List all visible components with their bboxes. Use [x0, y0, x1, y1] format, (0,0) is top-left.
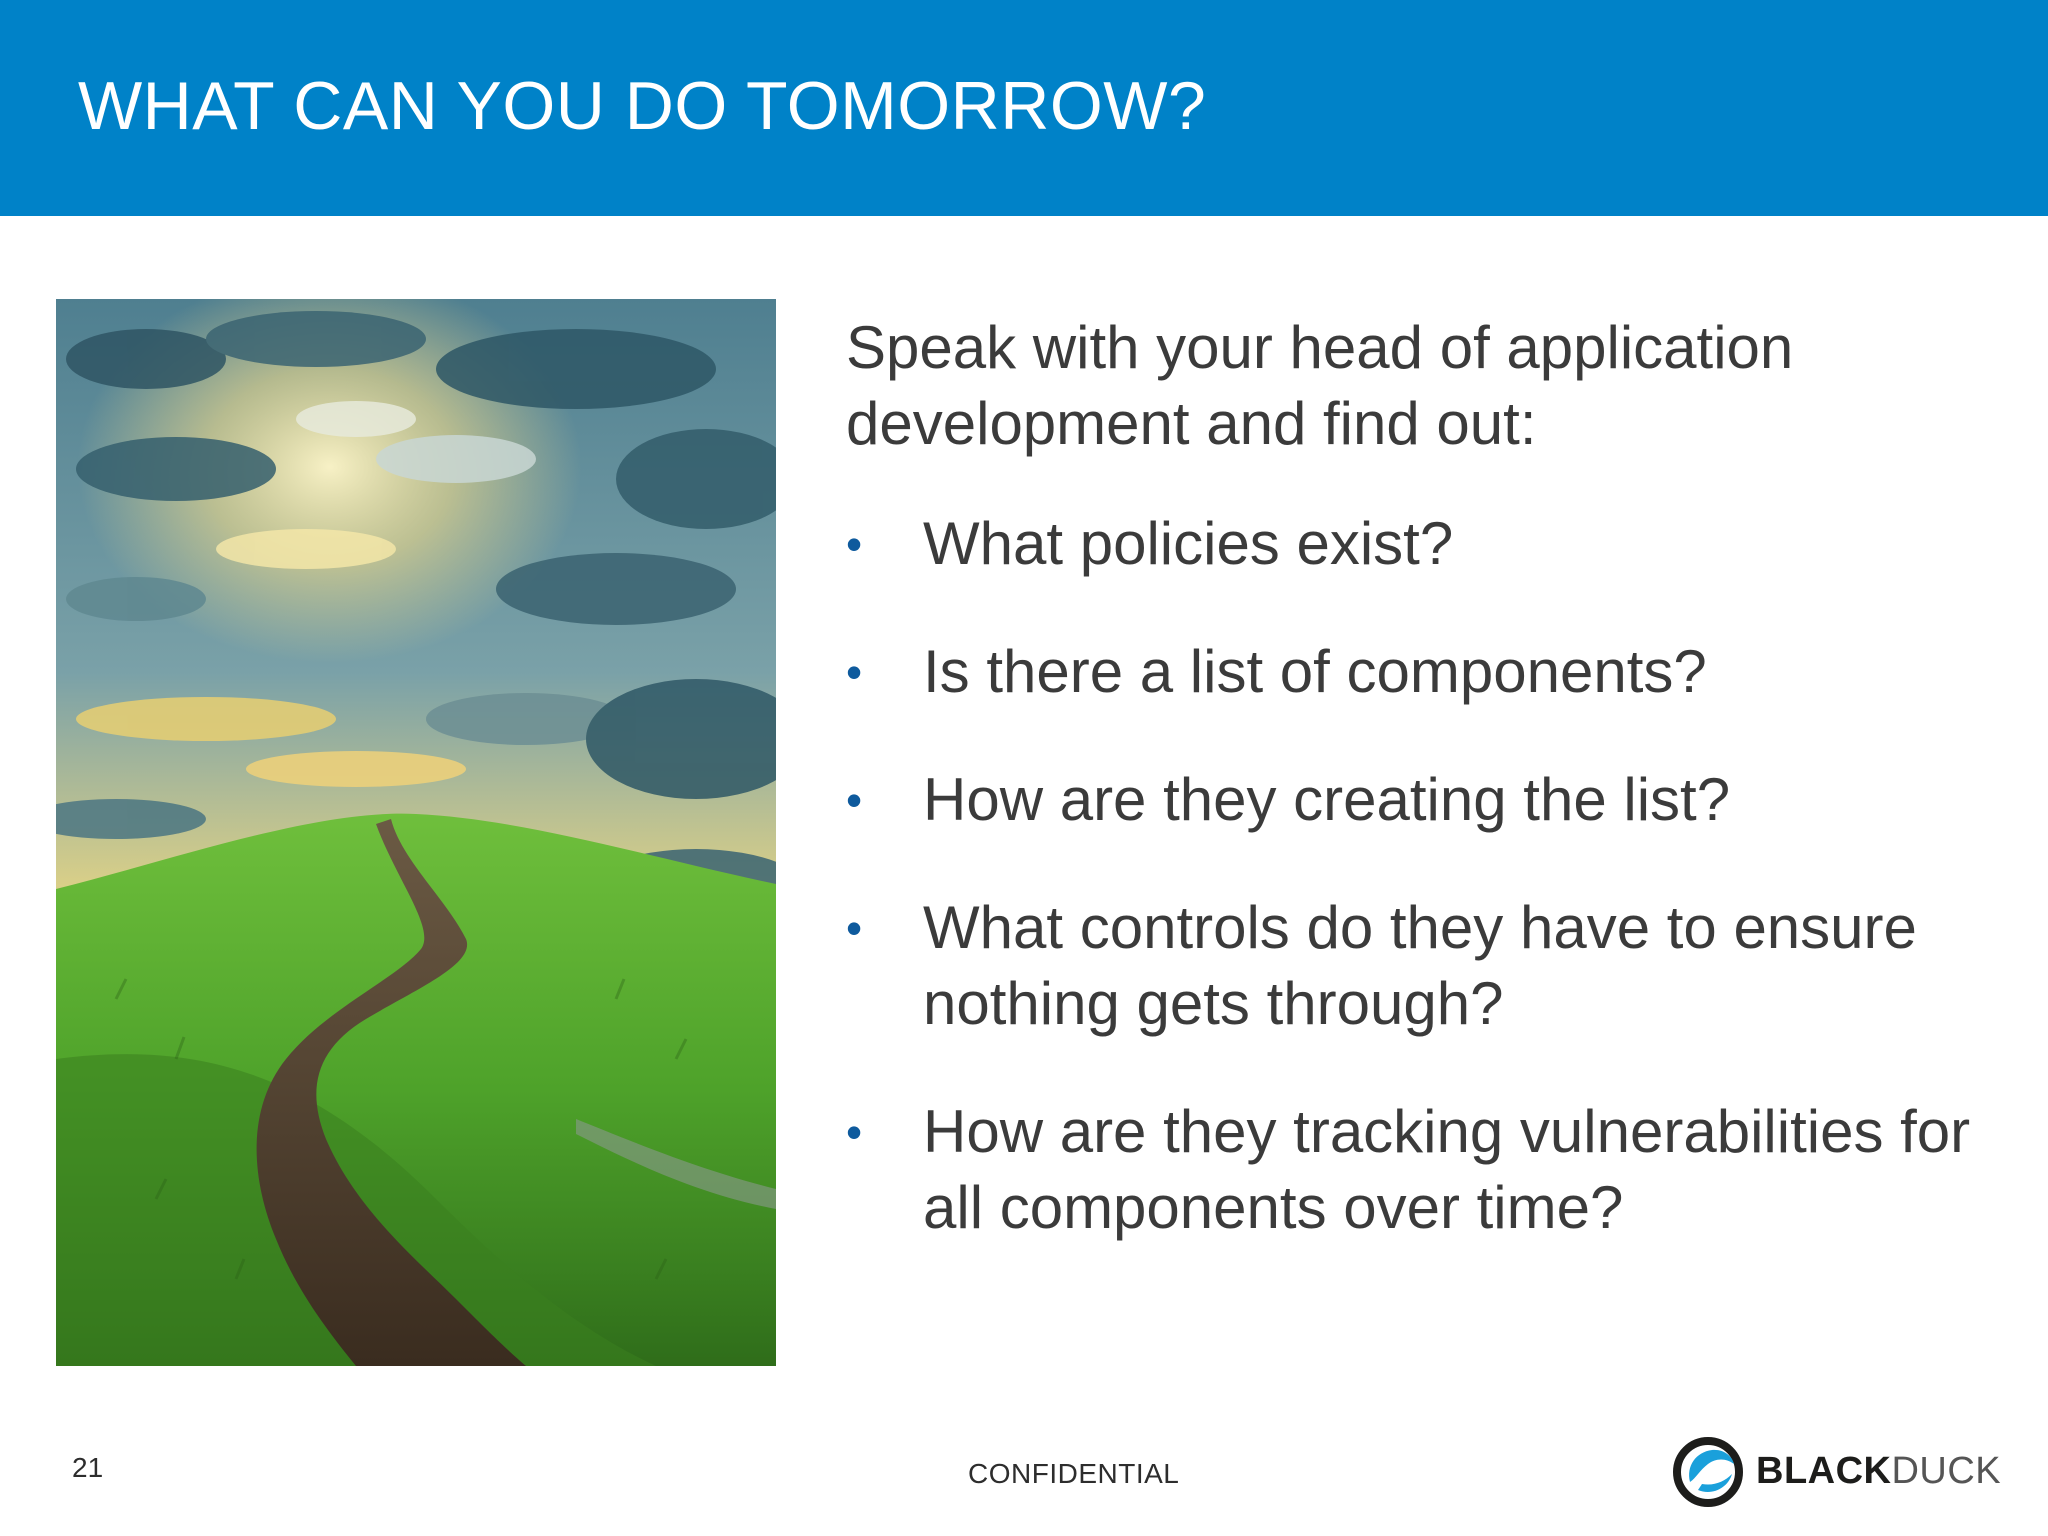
- bullet-dot-icon: •: [846, 1106, 863, 1158]
- bullet-dot-icon: •: [846, 774, 863, 826]
- slide-title: WHAT CAN YOU DO TOMORROW?: [78, 68, 1207, 144]
- page-number: 21: [72, 1452, 104, 1483]
- blackduck-logo: [1672, 1436, 2002, 1510]
- confidential-label: CONFIDENTIAL: [968, 1458, 1180, 1489]
- logo-wordmark: [1756, 1452, 2001, 1490]
- logo-word-black: BLACK: [1756, 1450, 1892, 1492]
- landscape-photo: [56, 299, 776, 1366]
- landscape-photo-illustration: [56, 299, 776, 1366]
- bullet-text: What policies exist?: [923, 510, 1454, 577]
- bullet-dot-icon: •: [846, 646, 863, 698]
- bullet-dot-icon: •: [846, 518, 863, 570]
- intro-text: Speak with your head of application development and find out:: [846, 314, 1794, 457]
- bullet-text: Is there a list of components?: [923, 638, 1707, 705]
- blackduck-logo-icon: [1672, 1436, 1744, 1508]
- bullet-text: What controls do they have to ensure nothing gets through?: [923, 894, 1917, 1037]
- bullet-item: [846, 762, 1996, 838]
- bullet-list: [846, 506, 1996, 1246]
- title-bar: [0, 0, 2048, 216]
- bullet-item: [846, 1094, 1996, 1246]
- logo-word-duck: DUCK: [1891, 1450, 2002, 1492]
- bullet-text: How are they tracking vulnerabilities for all components over time?: [923, 1098, 1971, 1241]
- bullet-text: How are they creating the list?: [923, 766, 1731, 833]
- bullet-item: [846, 634, 1996, 710]
- bullet-dot-icon: •: [846, 902, 863, 954]
- bullet-item: [846, 506, 1996, 582]
- slide-content: [846, 310, 1996, 1298]
- bullet-item: [846, 890, 1996, 1042]
